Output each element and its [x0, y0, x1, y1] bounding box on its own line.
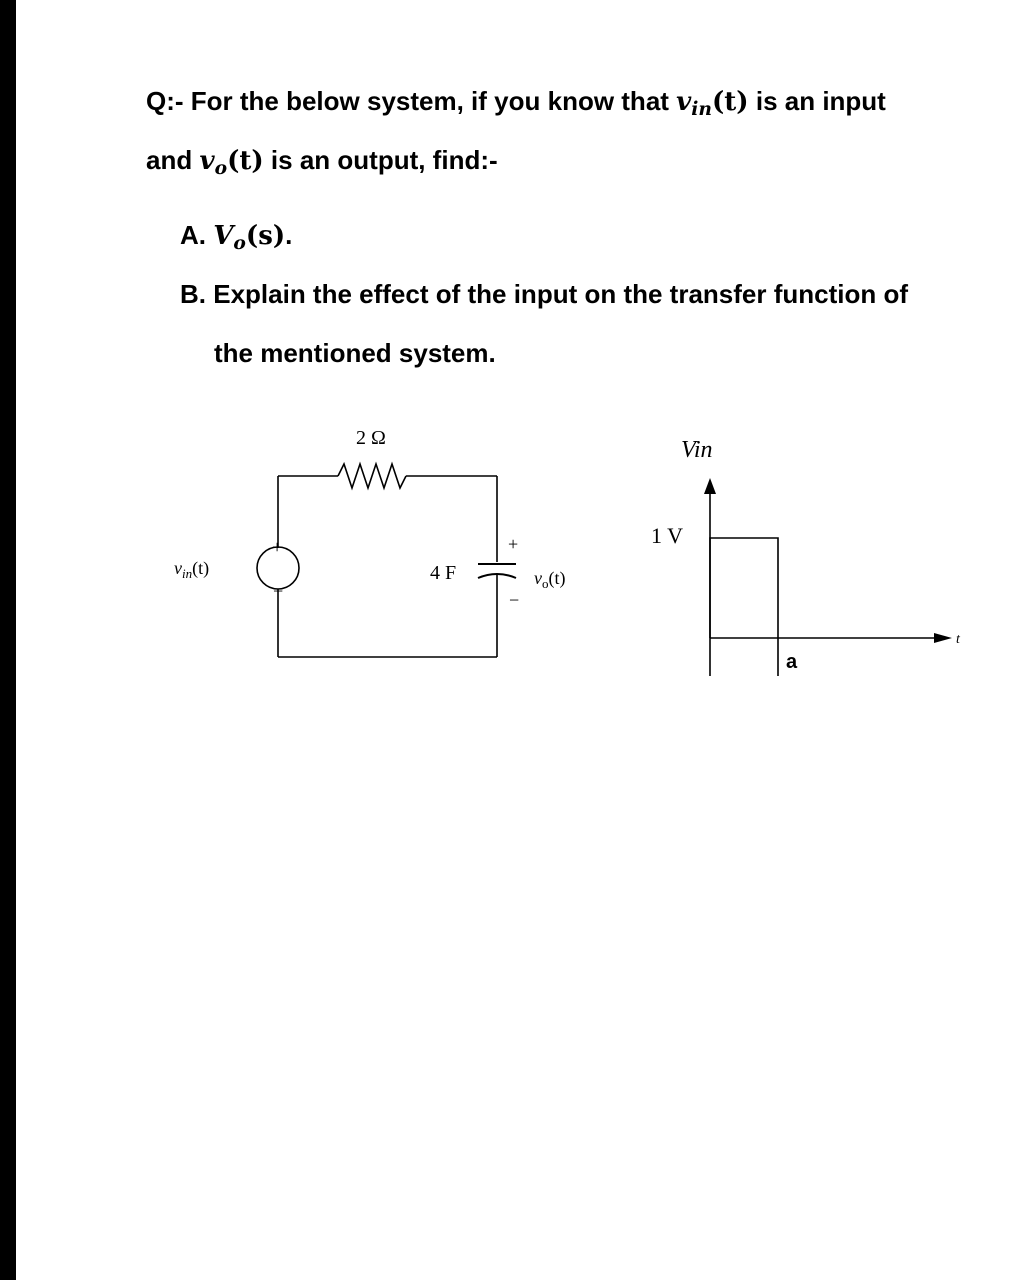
y-axis-arrow — [704, 478, 716, 494]
question-mid: is an input — [755, 86, 886, 116]
part-b-line-2: the mentioned system. — [214, 338, 496, 368]
output-plus: + — [508, 534, 519, 554]
figures — [16, 0, 1014, 1280]
source-plus: + — [272, 537, 283, 557]
x-axis-label: t — [956, 632, 960, 647]
question-line2-end: is an output, find:- — [270, 145, 498, 175]
capacitor-label: 4 F — [430, 562, 457, 584]
document-page — [16, 0, 1014, 1280]
part-b-line-1: B. Explain the effect of the input on the transfer function of — [180, 279, 908, 309]
output-minus: − — [509, 590, 520, 610]
resistor-symbol — [338, 464, 406, 488]
x-axis-arrow — [934, 633, 952, 643]
y-axis-label: Vin — [681, 437, 713, 463]
marker-label: a — [786, 651, 798, 673]
question-line2-start: and — [146, 145, 193, 175]
output-label: $v_o(t)$ — [534, 568, 566, 591]
pulse-graph — [651, 437, 961, 676]
part-a-end: . — [285, 220, 293, 250]
rc-circuit — [257, 464, 519, 657]
vin-expression: $v_{in}(t)$ — [676, 87, 749, 121]
level-label: 1 V — [651, 523, 683, 548]
pulse-waveform — [710, 538, 778, 676]
source-label: $v_{in}(t)$ — [174, 558, 210, 581]
part-a-expression: $V_o(s)$ — [213, 221, 286, 255]
part-a-label: A. — [180, 220, 206, 250]
question-prefix: Q:- For the below system, if you know that — [146, 86, 669, 116]
circuit-labels — [174, 427, 566, 610]
vo-expression: $v_o(t)$ — [199, 146, 264, 180]
resistor-label: 2 Ω — [356, 427, 386, 449]
source-minus: − — [273, 581, 284, 601]
